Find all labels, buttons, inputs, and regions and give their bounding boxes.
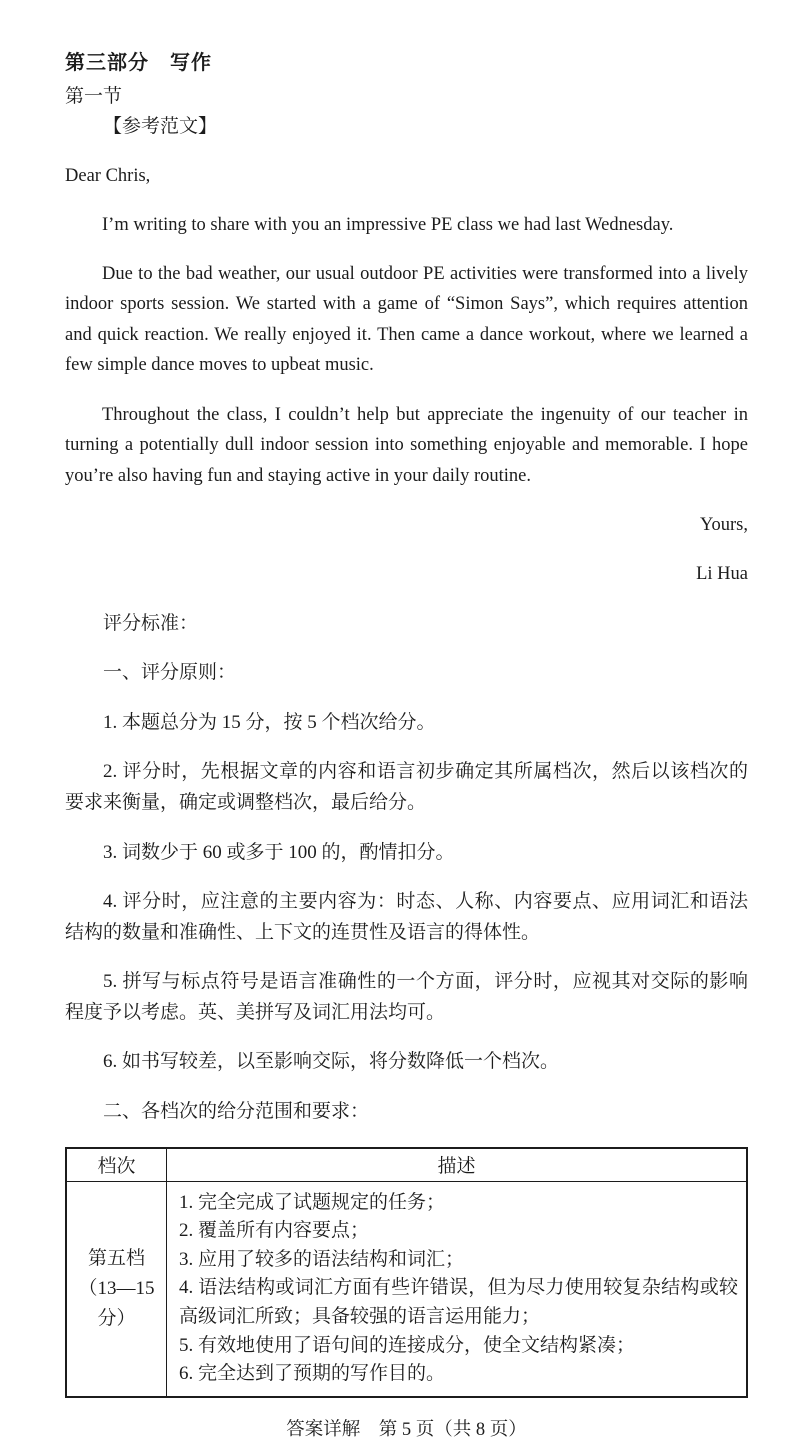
letter-paragraph: I’m writing to share with you an impressive PE class we had last Wednesday. xyxy=(102,214,674,235)
letter-paragraph: Due to the bad weather, our usual outdoor PE activities were transformed into a lively indoor sports session. We started with a game of “Simon Says”, which requires attention and quick reaction. We really enjoyed it. Then came a dance workout, where we learned a few simple dance moves to upbeat music. xyxy=(65,263,748,376)
band-description-item: 5. 有效地使用了语句间的连接成分，使全文结构紧凑； xyxy=(179,1334,636,1356)
bands-heading: 二、各档次的给分范围和要求： xyxy=(103,1101,370,1123)
letter-closing: Yours, xyxy=(700,514,748,535)
letter-salutation: Dear Chris, xyxy=(65,165,151,186)
band-description-item: 3. 应用了较多的语法结构和词汇； xyxy=(179,1248,465,1270)
band-cell xyxy=(66,1181,167,1397)
bands-table xyxy=(65,1147,748,1398)
model-essay-label: 【参考范文】 xyxy=(103,116,218,137)
band-description-item: 6. 完全达到了预期的写作目的。 xyxy=(179,1363,446,1385)
band-name: 第五档 xyxy=(87,1247,145,1269)
section-heading: 第一节 xyxy=(65,86,123,107)
scoring-principle: 2. 评分时，先根据文章的内容和语言初步确定其所属档次，然后以该档次的要求来衡量，确定或调整档次，最后给分。 xyxy=(65,761,748,813)
part-heading: 第三部分 写作 xyxy=(65,52,212,74)
band-description-item: 1. 完全完成了试题规定的任务； xyxy=(179,1191,446,1213)
letter-signature: Li Hua xyxy=(696,563,748,584)
band-range: （13—15 分） xyxy=(78,1277,155,1329)
table-header-band: 档次 xyxy=(66,1148,167,1182)
bands-table-header-row xyxy=(66,1148,747,1182)
table-header-description: 描述 xyxy=(167,1148,748,1182)
scoring-criteria-section xyxy=(65,609,748,1128)
scoring-principle: 3. 词数少于 60 或多于 100 的，酌情扣分。 xyxy=(103,841,455,863)
band-description-cell xyxy=(167,1181,748,1397)
scoring-principle: 4. 评分时，应注意的主要内容为：时态、人称、内容要点、应用词汇和语法结构的数量和准确性、上下文的连贯性及语言的得体性。 xyxy=(65,891,748,943)
bands-table-row xyxy=(66,1181,747,1397)
scoring-principles-heading: 一、评分原则： xyxy=(103,662,237,684)
model-essay-letter xyxy=(65,161,748,590)
scoring-principle: 6. 如书写较差，以至影响交际，将分数降低一个档次。 xyxy=(103,1051,560,1073)
page-footer: 答案详解 第 5 页（共 8 页） xyxy=(286,1419,527,1440)
scoring-title: 评分标准： xyxy=(103,612,199,634)
scoring-principle: 1. 本题总分为 15 分，按 5 个档次给分。 xyxy=(103,711,436,733)
letter-paragraph: Throughout the class, I couldn’t help but appreciate the ingenuity of our teacher in turning a potentially dull indoor session into something enjoyable and memorable. I hope you’re also having fun and staying active in your daily routine. xyxy=(65,404,748,486)
band-description-item: 2. 覆盖所有内容要点； xyxy=(179,1220,370,1242)
scoring-principle: 5. 拼写与标点符号是语言准确性的一个方面，评分时，应视其对交际的影响程度予以考虑。英、美拼写及词汇用法均可。 xyxy=(65,971,748,1023)
band-description-item: 4. 语法结构或词汇方面有些许错误，但为尽力使用较复杂结构或较高级词汇所致；具备较强的语言运用能力； xyxy=(179,1277,738,1328)
